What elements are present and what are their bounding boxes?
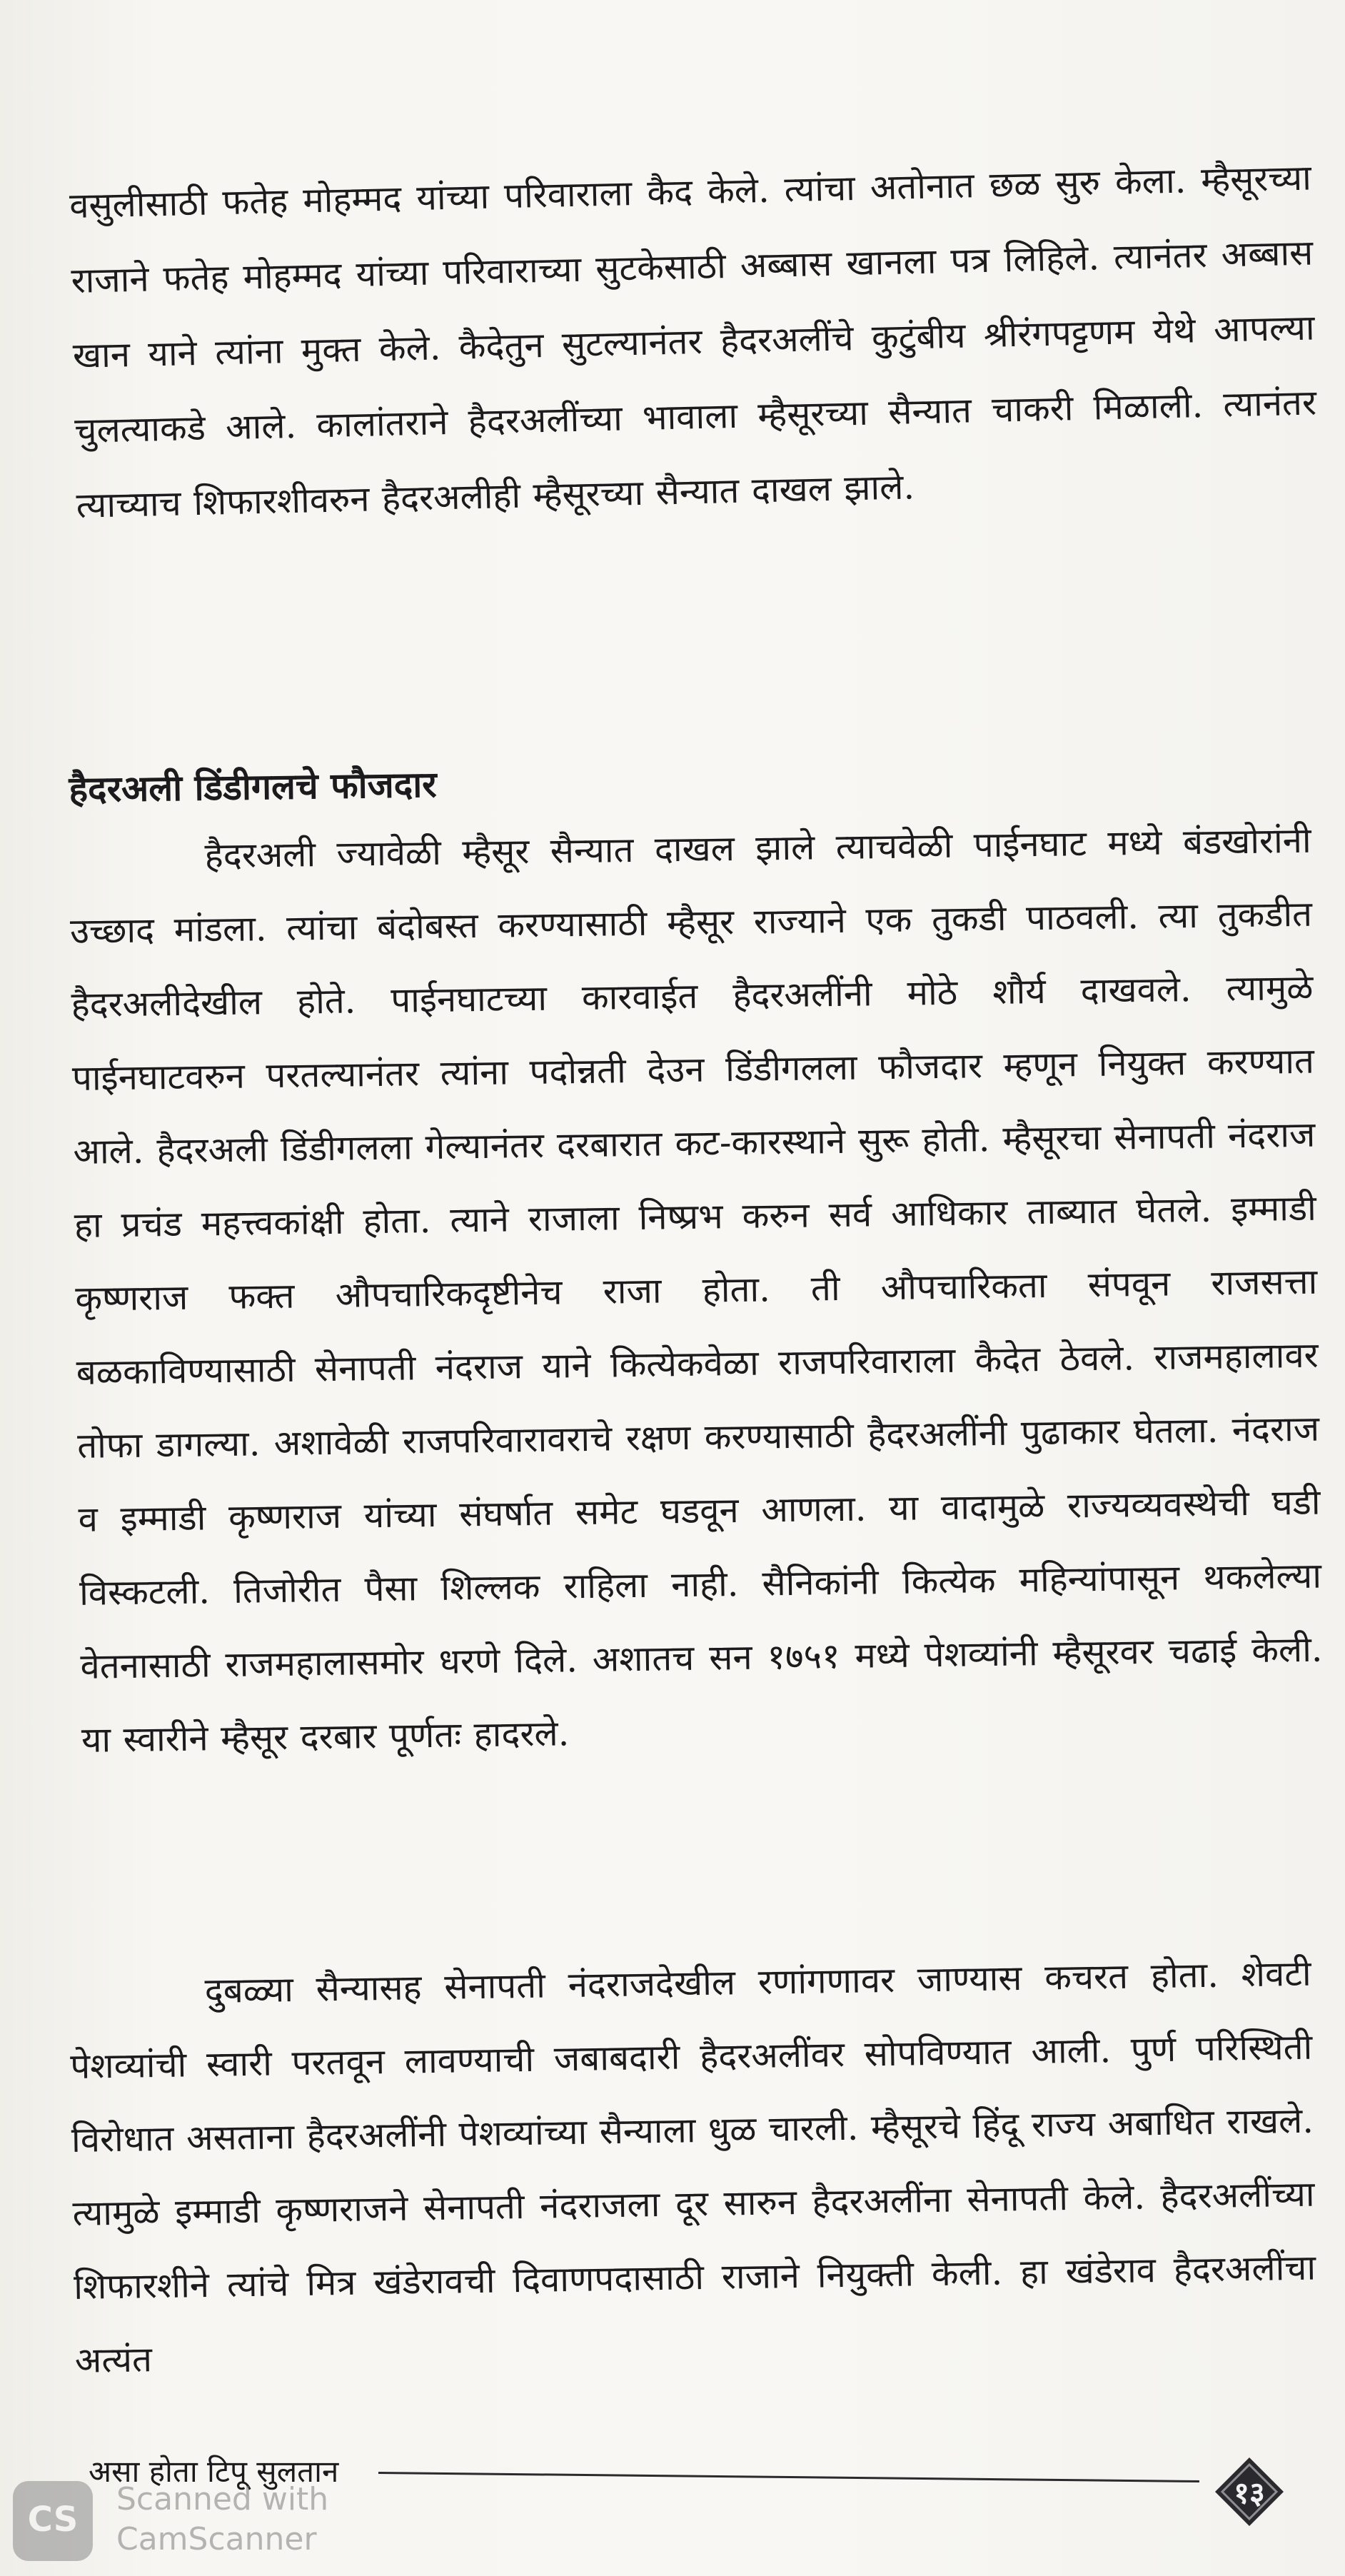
paragraph-section-body: हैदरअली ज्यावेळी म्हैसूर सैन्यात दाखल झाले त्याचवेळी पाईनघाट मध्ये बंडखोरांनी उच्छाद मांडला. त्यांचा बंदोबस्त करण्यासाठी म्हैसूर राज्याने एक तुकडी पाठवली. त्या तुकडीत हैदरअलीदेखील होते. पाईनघाटच्या कारवाईत हैदरअलींनी मोठे शौर्य दाखवले. त्यामुळे पाईनघाटवरुन परतल्यानंतर त्यांना पदोन्नती देउन डिंडीगलला फौजदार म्हणून नियुक्त करण्यात आले. हैदरअली डिंडीगलला गेल्यानंतर दरबारात कट-कारस्थाने सुरू होती. म्हैसूरचा सेनापती नंदराज हा प्रचंड महत्त्वकांक्षी होता. त्याने राजाला निष्प्रभ करुन सर्व आधिकार ताब्यात घेतले. इम्माडी कृष्णराज फक्त औपचारिकदृष्टीनेच राजा होता. ती औपचारिकता संपवून राजसत्ता बळकाविण्यासाठी सेनापती नंदराज याने कित्येकवेळा राजपरिवाराला कैदेत ठेवले. राजमहालावर तोफा डागल्या. अशावेळी राजपरिवारावराचे रक्षण करण्यासाठी हैदरअलींनी पुढाकार घेतला. नंदराज व इम्माडी कृष्णराज यांच्या संघर्षात समेट घडवून आणला. या वादामुळे राज्यव्यवस्थेची घडी विस्कटली. तिजोरीत पैसा शिल्लक राहिला नाही. सैनिकांनी कित्येक महिन्यांपासून थकलेल्या वेतनासाठी राजमहालासमोर धरणे दिले. अशातच सन १७५१ मध्ये पेशव्यांनी म्हैसूरवर चढाई केली. या स्वारीने म्हैसूर दरबार पूर्णतः हादरले. [69,820,1323,1761]
camscanner-logo-text: CS [27,2500,79,2540]
section-heading: हैदरअली डिंडीगलचे फौजदार [69,763,438,810]
paragraph-section-body-2: दुबळ्या सैन्यासह सेनापती नंदराजदेखील रणांगणावर जाण्यास कचरत होता. शेवटी पेशव्यांची स्वारी परतवून लावण्याची जबाबदारी हैदरअलींवर सोपविण्यात आली. पुर्ण परिस्थिती विरोधात असताना हैदरअलींनी पेशव्यांच्या सैन्याला धुळ चारली. म्हैसूरचे हिंदू राज्य अबाधित राखले. त्यामुळे इम्माडी कृष्णराजने सेनापती नंदराजला दूर सारुन हैदरअलींना सेनापती केले. हैदरअलींच्या शिफारशीने त्यांचे मित्र खंडेरावची दिवाणपदासाठी राजाने नियुक्ती केली. हा खंडेराव हैदरअलींचा अत्यंत [69,1953,1316,2381]
paragraph-continued: वसुलीसाठी फतेह मोहम्मद यांच्या परिवाराला कैद केले. त्यांचा अतोनात छळ सुरु केला. म्हैसूरच्या राजाने फतेह मोहम्मद यांच्या परिवाराच्या सुटकेसाठी अब्बास खानला पत्र लिहिले. त्यानंतर अब्बास खान याने त्यांना मुक्त केले. कैदेतुन सुटल्यानंतर हैदरअलींचे कुटुंबीय श्रीरंगपट्टणम येथे आपल्या चुलत्याकडे आले. कालांतराने हैदरअलींच्या भावाला म्हैसूरच्या सैन्यात चाकरी मिळाली. त्यानंतर त्याच्याच शिफारशीवरुन हैदरअलीही म्हैसूरच्या सैन्यात दाखल झाले. [69,157,1317,526]
footer-book-title: असा होता टिपू सुलतान [89,2454,339,2489]
page-number: १३ [1234,2475,1265,2510]
watermark-line-2: CamScanner [116,2521,317,2557]
camscanner-watermark [13,2474,356,2567]
footer-rule [378,2472,1199,2482]
watermark-line-1: Scanned with [116,2481,329,2517]
